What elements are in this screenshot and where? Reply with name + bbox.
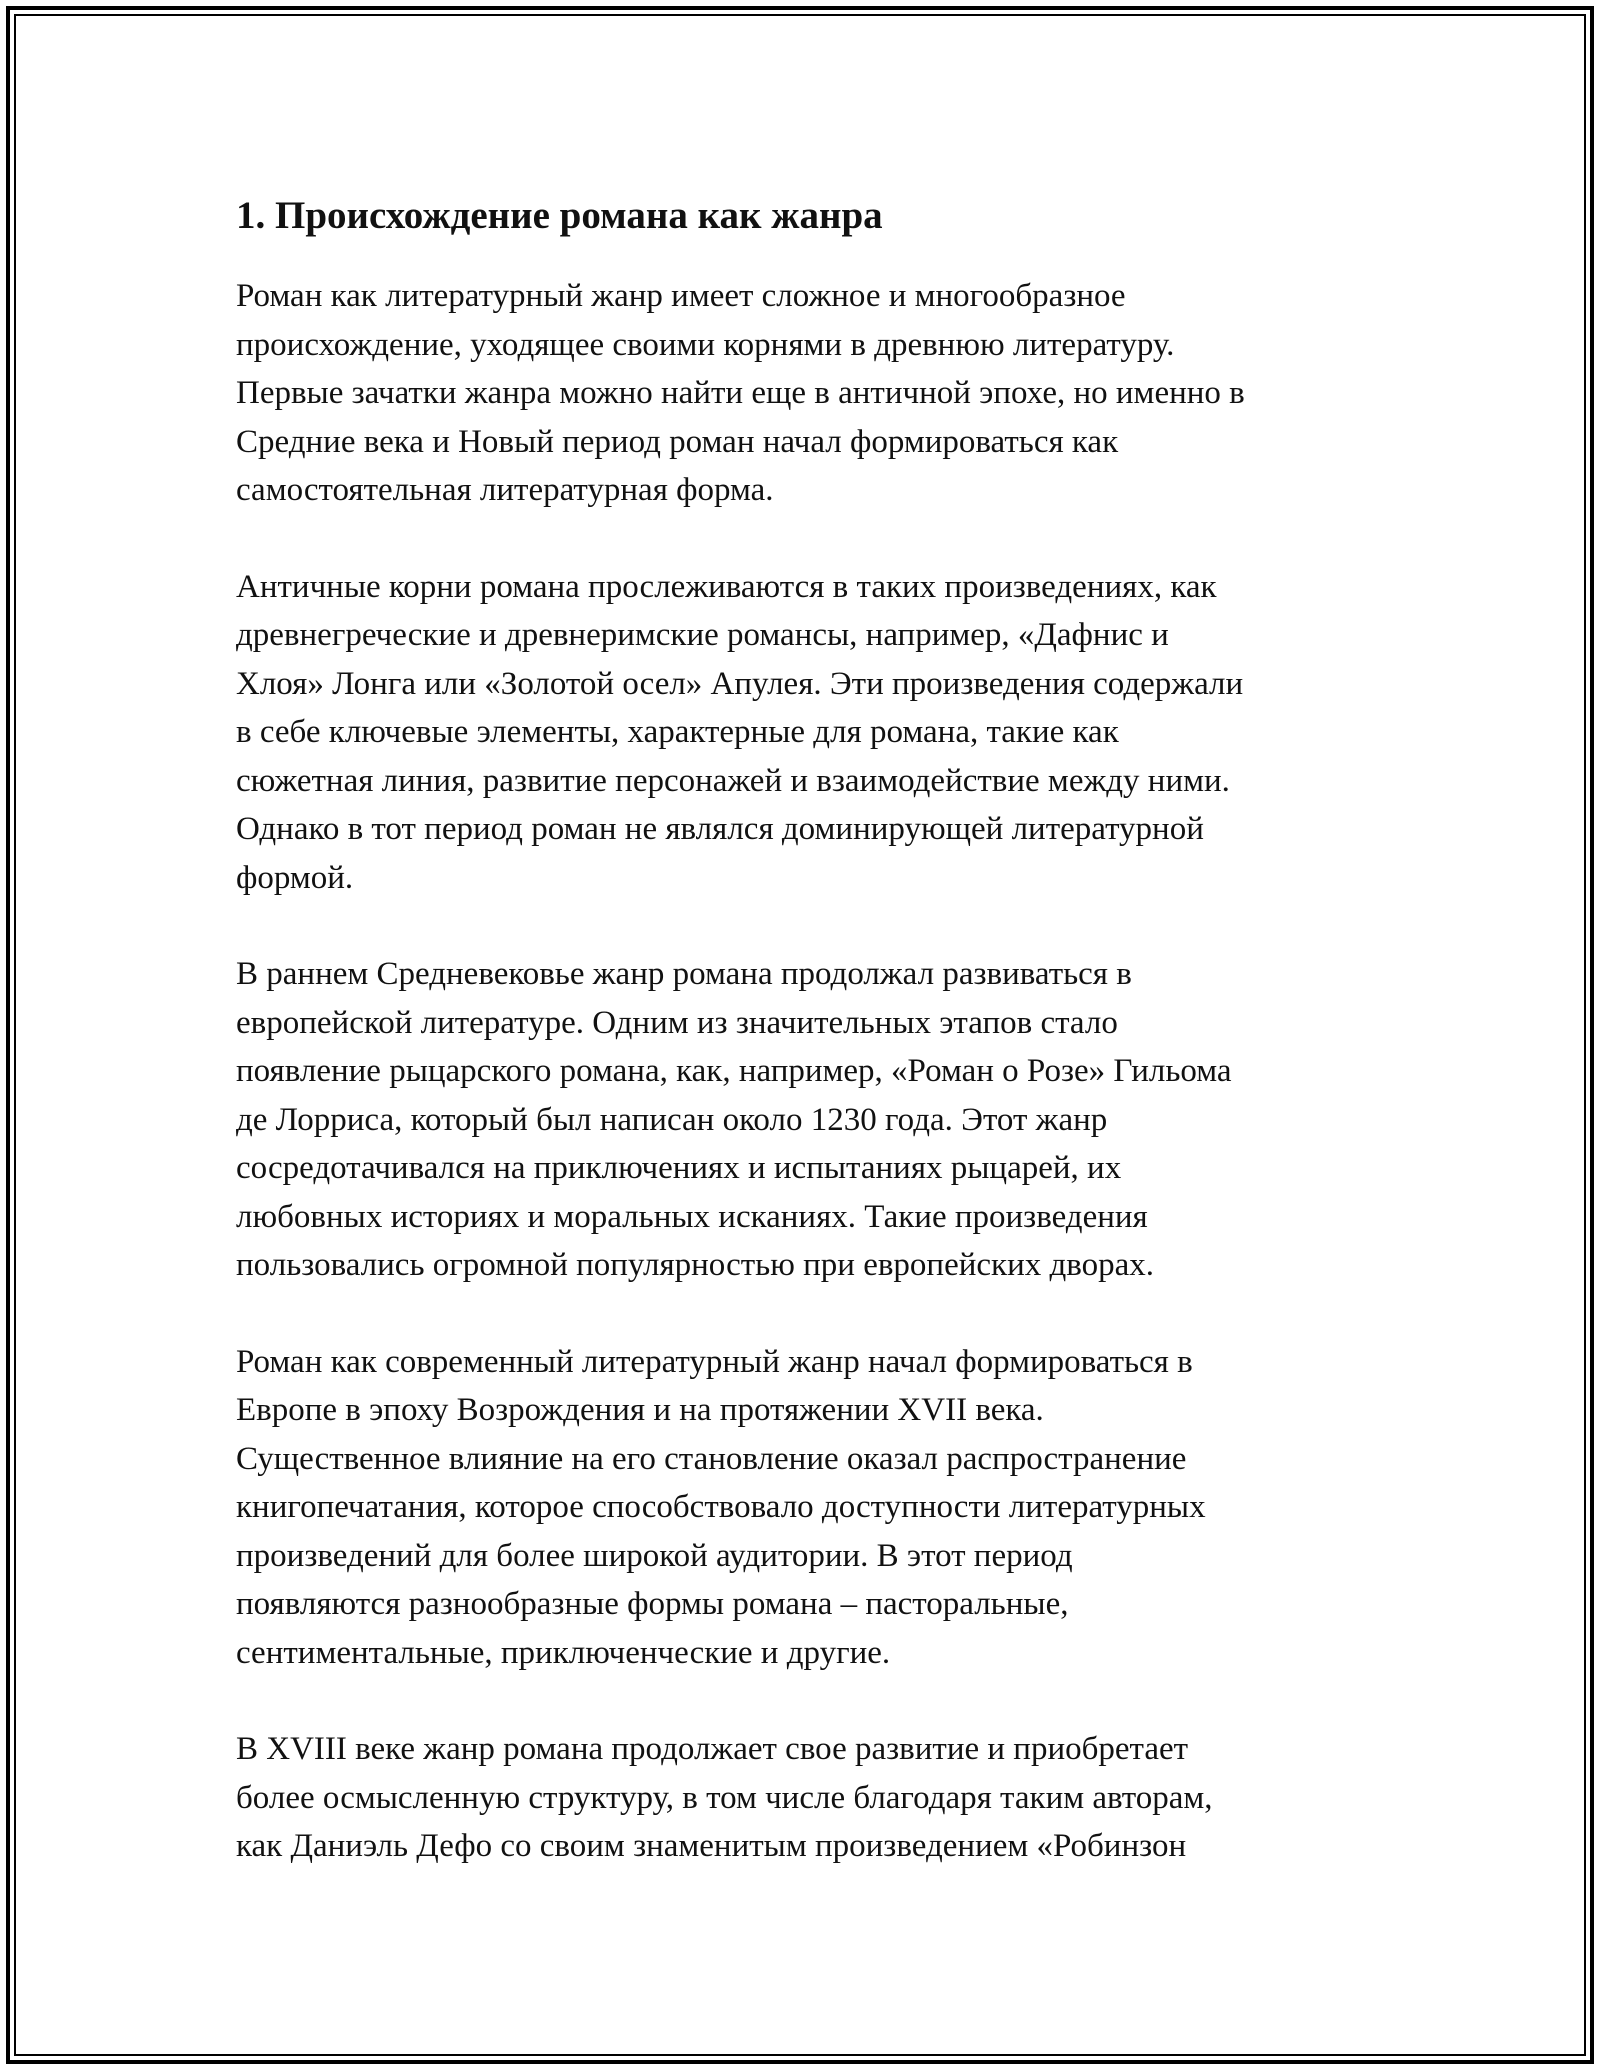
paragraph-line: происхождение, уходящее своими корнями в древнюю литературу.: [236, 326, 1175, 363]
paragraph-line: Античные корни романа прослеживаются в таких произведениях, как: [236, 568, 1217, 605]
section-heading: 1. Происхождение романа как жанра: [236, 194, 883, 237]
paragraph-line: сосредотачивался на приключениях и испытаниях рыцарей, их: [236, 1150, 1122, 1186]
paragraph-line: любовных историях и моральных исканиях. Такие произведения: [236, 1198, 1148, 1235]
paragraph-line: пользовались огромной популярностью при европейских дворах.: [236, 1247, 1155, 1283]
paragraph-line: Средние века и Новый период роман начал формироваться как: [236, 423, 1119, 460]
paragraph-line: европейской литературе. Одним из значительных этапов стало: [236, 1004, 1118, 1041]
paragraph-line: самостоятельная литературная форма.: [236, 472, 774, 508]
paragraph-line: в себе ключевые элементы, характерные для романа, такие как: [236, 714, 1119, 750]
paragraph-line: книгопечатания, которое способствовало доступности литературных: [236, 1489, 1206, 1525]
paragraph-line: де Лорриса, который был написан около 1230 года. Этот жанр: [236, 1101, 1108, 1138]
paragraph-line: как Даниэль Дефо со своим знаменитым произведением «Робинзон: [236, 1828, 1187, 1864]
paragraph-1: [236, 272, 1376, 515]
paragraph-line: произведений для более широкой аудитории. В этот период: [236, 1537, 1073, 1574]
paragraph-line: более осмысленную структуру, в том числе благодаря таким авторам,: [236, 1779, 1213, 1816]
paragraph-line: сентиментальные, приключенческие и другие.: [236, 1634, 891, 1671]
paragraph-line: Существенное влияние на его становление оказал распространение: [236, 1440, 1187, 1477]
paragraph-line: Однако в тот период роман не являлся доминирующей литературной: [236, 811, 1204, 847]
paragraph-3: [236, 950, 1376, 1290]
paragraph-line: Первые зачатки жанра можно найти еще в античной эпохе, но именно в: [236, 375, 1245, 411]
paragraph-line: Роман как современный литературный жанр начал формироваться в: [236, 1343, 1193, 1380]
paragraph-line: В раннем Средневековье жанр романа продолжал развиваться в: [236, 956, 1132, 992]
paragraph-5: [236, 1725, 1376, 1871]
paragraph-line: появление рыцарского романа, как, например, «Роман о Розе» Гильома: [236, 1053, 1232, 1089]
paragraph-line: Европе в эпоху Возрождения и на протяжении XVII века.: [236, 1392, 1044, 1428]
paragraph-line: Роман как литературный жанр имеет сложное и многообразное: [236, 278, 1126, 314]
paragraph-line: древнегреческие и древнеримские романсы, например, «Дафнис и: [236, 617, 1169, 653]
paragraph-line: формой.: [236, 859, 354, 896]
paragraph-line: В XVIII веке жанр романа продолжает свое развитие и приобретает: [236, 1731, 1189, 1767]
paragraph-2: [236, 563, 1376, 903]
paragraph-line: Хлоя» Лонга или «Золотой осел» Апулея. Эти произведения содержали: [236, 665, 1244, 702]
paragraph-line: появляются разнообразные формы романа – пасторальные,: [236, 1586, 1069, 1622]
paragraph-line: сюжетная линия, развитие персонажей и взаимодействие между ними.: [236, 762, 1230, 799]
paragraph-4: [236, 1338, 1376, 1678]
document-page: [236, 188, 1376, 1919]
